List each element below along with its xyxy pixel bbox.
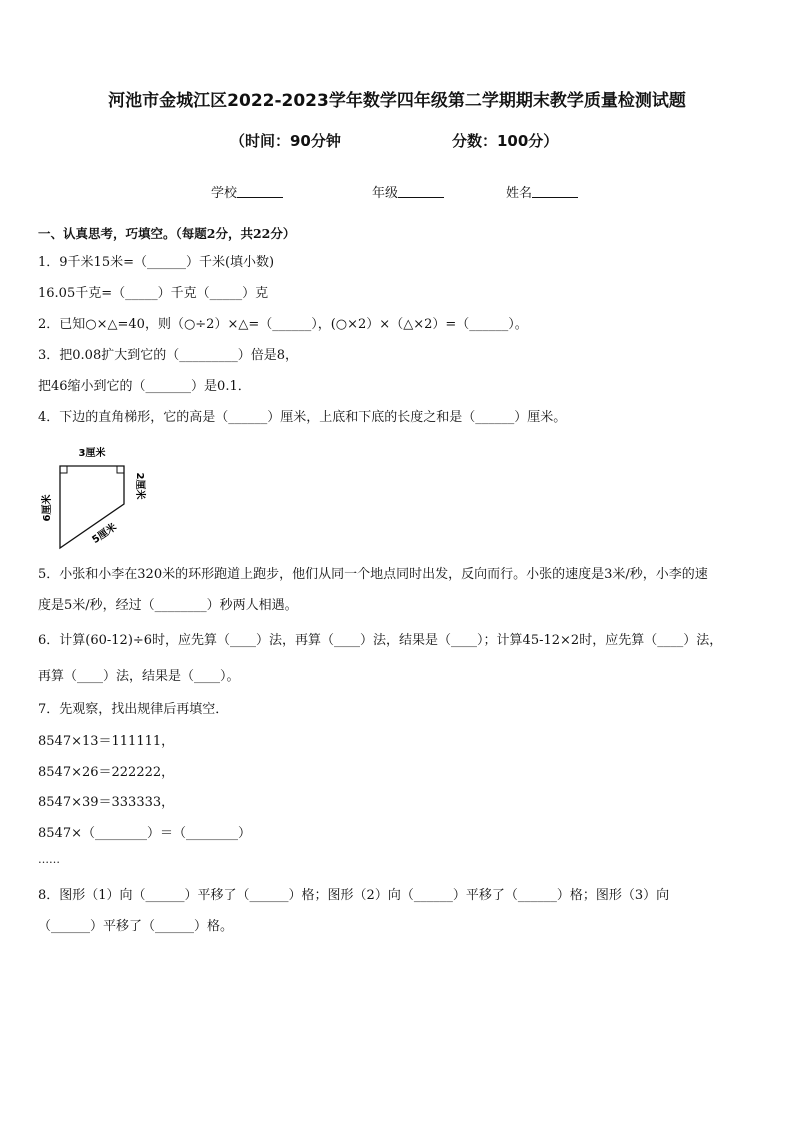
- section-heading: 一、认真思考，巧填空。（每题2分，共22分）: [38, 226, 296, 241]
- question-6-line-2: 再算（____）法，结果是（____）。: [38, 669, 240, 684]
- question-5-line-1: 5．小张和小李在320米的环形跑道上跑步，他们从同一个地点同时出发，反向而行。小张的速度是3米/秒，小李的速: [38, 567, 708, 582]
- question-7-equation-3: 8547×39＝333333，: [38, 795, 175, 810]
- exam-title: 河池市金城江区2022-2023学年数学四年级第二学期期末教学质量检测试题: [108, 91, 686, 111]
- name-blank[interactable]: [532, 185, 578, 198]
- grade-field: [372, 182, 444, 201]
- question-8-line-2: （______）平移了（______）格。: [38, 919, 234, 934]
- question-3-part-b: 把46缩小到它的（_______）是0.1．: [38, 379, 251, 394]
- right-side-label: 2厘米: [134, 472, 145, 500]
- total-score: 分数：100分）: [452, 132, 559, 150]
- question-1-part-b: 16.05千克=（_____）千克（_____）克: [38, 286, 269, 301]
- question-1-part-a: 1．9千米15米=（______）千米(填小数): [38, 255, 275, 270]
- question-5-line-2: 度是5米/秒，经过（________）秒两人相遇。: [38, 598, 298, 613]
- question-3-part-a: 3．把0.08扩大到它的（_________）倍是8，: [38, 348, 298, 363]
- school-field: [211, 182, 283, 201]
- grade-label: 年级: [372, 186, 399, 201]
- question-7-equation-1: 8547×13＝111111，: [38, 734, 175, 749]
- slant-side-label: 5厘米: [90, 521, 119, 547]
- grade-blank[interactable]: [398, 185, 444, 198]
- top-base-label: 3厘米: [78, 448, 106, 459]
- question-7: 7．先观察，找出规律后再填空．: [38, 702, 229, 717]
- question-6-line-1: 6．计算(60-12)÷6时，应先算（____）法，再算（____）法，结果是（____）；计算45-12×2时，应先算（____）法，: [38, 633, 723, 648]
- height-label: 6厘米: [42, 494, 53, 522]
- question-2: 2．已知○×△=40，则（○÷2）×△=（______），(○×2）×（△×2）=（______）。: [38, 317, 528, 332]
- question-7-ellipsis: ……: [38, 853, 60, 866]
- question-8-line-1: 8．图形（1）向（______）平移了（______）格；图形（2）向（______）平移了（______）格；图形（3）向: [38, 888, 670, 903]
- school-blank[interactable]: [237, 185, 283, 198]
- time-limit: （时间：90分钟: [230, 132, 341, 150]
- question-7-equation-4: 8547×（________）＝（________）: [38, 826, 251, 841]
- name-field: [506, 182, 578, 201]
- question-4: 4．下边的直角梯形，它的高是（______）厘米，上底和下底的长度之和是（______）厘米。: [38, 410, 567, 425]
- name-label: 姓名: [506, 186, 533, 201]
- question-7-equation-2: 8547×26＝222222，: [38, 765, 175, 780]
- school-label: 学校: [211, 186, 238, 201]
- right-trapezoid-figure: [38, 444, 148, 556]
